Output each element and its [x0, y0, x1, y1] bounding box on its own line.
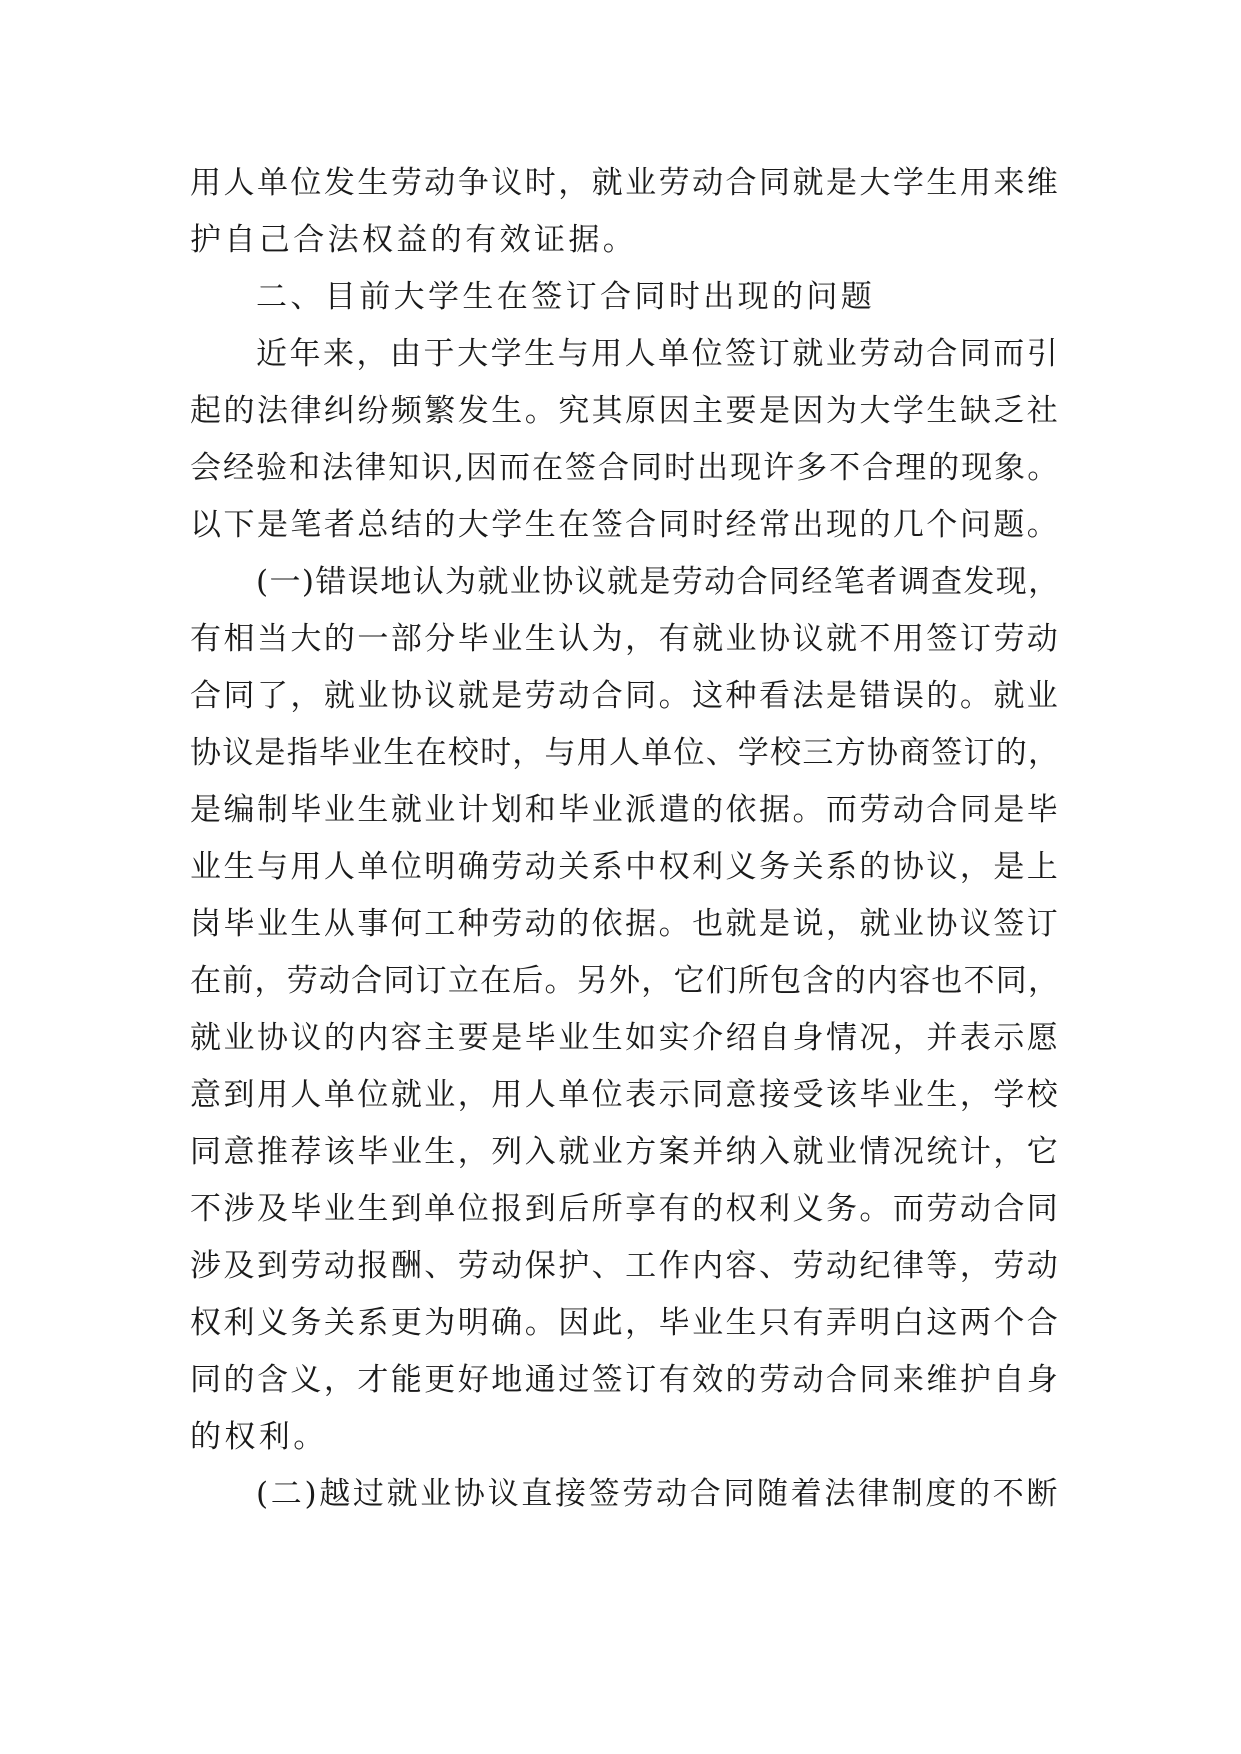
- text-line: 就业协议的内容主要是毕业生如实介绍自身情况，并表示愿: [190, 1020, 1060, 1056]
- text-line: 近年来，由于大学生与用人单位签订就业劳动合同而引: [256, 336, 1060, 372]
- text-line: 有相当大的一部分毕业生认为，有就业协议就不用签订劳动: [190, 621, 1060, 657]
- text-line: 起的法律纠纷频繁发生。究其原因主要是因为大学生缺乏社: [190, 393, 1060, 429]
- text-line: 涉及到劳动报酬、劳动保护、工作内容、劳动纪律等，劳动: [190, 1248, 1060, 1284]
- section-heading: 二、目前大学生在签订合同时出现的问题: [256, 279, 876, 315]
- subsection-heading: (一)错误地认为就业协议就是劳动合同经笔者调查发现，: [256, 564, 1061, 600]
- text-line: 会经验和法律知识,因而在签合同时出现许多不合理的现象。: [190, 450, 1060, 486]
- text-line: 权利义务关系更为明确。因此，毕业生只有弄明白这两个合: [190, 1305, 1060, 1341]
- subsection-heading: (二)越过就业协议直接签劳动合同随着法律制度的不断: [256, 1476, 1060, 1512]
- text-line: 业生与用人单位明确劳动关系中权利义务关系的协议，是上: [190, 849, 1060, 885]
- text-line: 协议是指毕业生在校时，与用人单位、学校三方协商签订的，: [190, 735, 1060, 771]
- text-line: 同意推荐该毕业生，列入就业方案并纳入就业情况统计，它: [190, 1134, 1060, 1170]
- text-line: 护自己合法权益的有效证据。: [190, 222, 638, 258]
- text-line: 不涉及毕业生到单位报到后所享有的权利义务。而劳动合同: [190, 1191, 1060, 1227]
- text-line: 在前，劳动合同订立在后。另外，它们所包含的内容也不同，: [190, 963, 1060, 999]
- text-line: 用人单位发生劳动争议时，就业劳动合同就是大学生用来维: [190, 165, 1060, 201]
- text-line: 合同了，就业协议就是劳动合同。这种看法是错误的。就业: [190, 678, 1060, 714]
- text-line: 以下是笔者总结的大学生在签合同时经常出现的几个问题。: [190, 507, 1060, 543]
- text-line: 同的含义，才能更好地通过签订有效的劳动合同来维护自身: [190, 1362, 1060, 1398]
- text-line: 的权利。: [190, 1419, 328, 1455]
- text-line: 岗毕业生从事何工种劳动的依据。也就是说，就业协议签订: [190, 906, 1060, 942]
- text-line: 是编制毕业生就业计划和毕业派遣的依据。而劳动合同是毕: [190, 792, 1060, 828]
- text-line: 意到用人单位就业，用人单位表示同意接受该毕业生，学校: [190, 1077, 1060, 1113]
